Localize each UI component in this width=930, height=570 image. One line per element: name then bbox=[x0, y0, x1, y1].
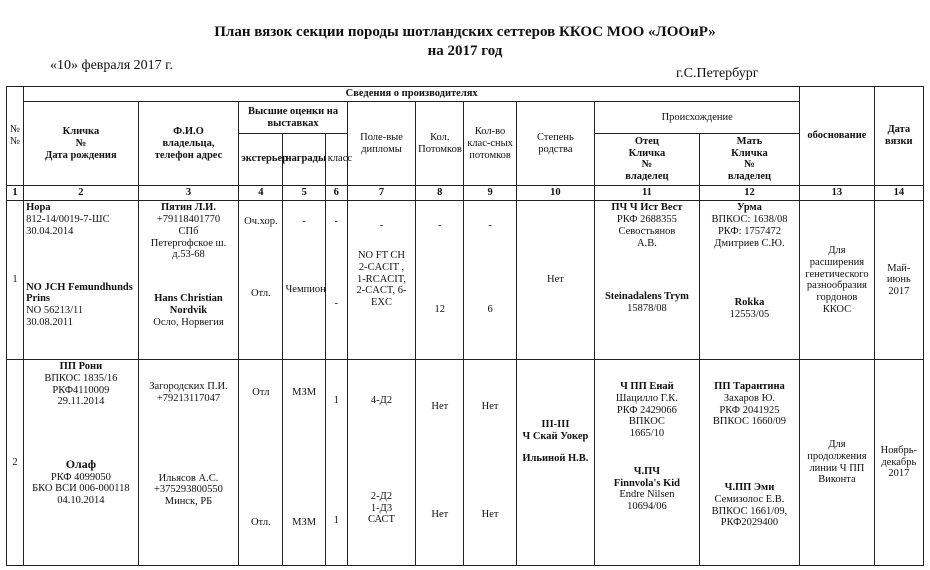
col-number: 2 bbox=[24, 185, 139, 200]
mating-date-cell: Май-июнь 2017 bbox=[874, 201, 923, 360]
diplomas-cell: - NO FT CH 2-CACIT , 1-RCACIT, 2-CACT, 6- EXC bbox=[347, 201, 415, 360]
diplomas-cell: 4-Д2 2-Д2 1-Д3 САСТ bbox=[347, 360, 415, 566]
mating-date-header: Дата вязки bbox=[874, 87, 923, 186]
justification-cell: Для расширения генетического разнообразия гордонов ККОС bbox=[800, 201, 874, 360]
col-number: 6 bbox=[325, 185, 347, 200]
class-cell: - - bbox=[325, 201, 347, 360]
col-number: 7 bbox=[347, 185, 415, 200]
col-number: 10 bbox=[516, 185, 594, 200]
kinship-cell: Нет bbox=[516, 201, 594, 360]
exterior-cell: Оч.хор. Отл. bbox=[239, 201, 283, 360]
justification-header: обоснование bbox=[800, 87, 874, 186]
offspring-cell: Нет Нет bbox=[416, 360, 464, 566]
owner-cell: Пятин Л.И. +79118401770 СПб Петергофское ш. д.53-68 Hans Christian Nordvik Осло, Норвегия bbox=[138, 201, 239, 360]
producers-group-header: Сведения о производителях bbox=[24, 87, 800, 102]
owner-header: Ф.И.О владельца, телефон адрес bbox=[138, 102, 239, 186]
offspring-count-header: Кол. Потомков bbox=[416, 102, 464, 186]
document-city: г.С.Петербург bbox=[676, 66, 759, 81]
col-number: 3 bbox=[138, 185, 239, 200]
col-number: 13 bbox=[800, 185, 874, 200]
class-offspring-cell: Нет Нет bbox=[464, 360, 516, 566]
field-diplomas-header: Поле-вые дипломы bbox=[347, 102, 415, 186]
exterior-cell: Отл Отл. bbox=[239, 360, 283, 566]
col-num-header: № № bbox=[7, 87, 24, 186]
justification-cell: Для продолжения линии Ч ПП Виконта bbox=[800, 360, 874, 566]
awards-header: награды bbox=[283, 133, 325, 185]
awards-cell: МЗМ МЗМ bbox=[283, 360, 325, 566]
col-number: 11 bbox=[595, 185, 700, 200]
class-offspring-cell: - 6 bbox=[464, 201, 516, 360]
mating-plan-table bbox=[6, 86, 924, 566]
mating-date-cell: Ноябрь-декабрь 2017 bbox=[874, 360, 923, 566]
father-cell: ПЧ Ч Ист Вест РКФ 2688355 Севостьянов А.В. Steinadalens Trym 15878/08 bbox=[595, 201, 700, 360]
mother-header: Мать Кличка № владелец bbox=[699, 133, 800, 185]
col-number: 12 bbox=[699, 185, 800, 200]
father-header: Отец Кличка № владелец bbox=[595, 133, 700, 185]
origin-header: Происхождение bbox=[595, 102, 800, 133]
class-cell: 1 1 bbox=[325, 360, 347, 566]
nickname-cell: ПП Рони ВПКОС 1835/16 РКФ4110009 29.11.2014 Олаф РКФ 4099050 БКО ВСИ 006-000118 04.10.2014 bbox=[24, 360, 139, 566]
class-header: класс bbox=[325, 133, 347, 185]
row-number: 1 bbox=[7, 201, 24, 360]
exterior-header: экстерьер bbox=[239, 133, 283, 185]
col-number: 4 bbox=[239, 185, 283, 200]
nickname-header: Кличка № Дата рождения bbox=[24, 102, 139, 186]
awards-cell: - Чемпион bbox=[283, 201, 325, 360]
kinship-header: Степень родства bbox=[516, 102, 594, 186]
col-number: 14 bbox=[874, 185, 923, 200]
table-row bbox=[7, 201, 924, 360]
column-numbers-row bbox=[7, 185, 924, 200]
father-cell: Ч ПП Енай Шацилло Г.К. РКФ 2429066 ВПКОС 1665/10 Ч.ПЧ Finnvola's Kid Endre Nilsen 10694/06 bbox=[595, 360, 700, 566]
class-offspring-header: Кол-во клас-сных потомков bbox=[464, 102, 516, 186]
col-number: 5 bbox=[283, 185, 325, 200]
owner-cell: Загородских П.И. +79213117047 Ильясов А.С. +375293800550 Минск, РБ bbox=[138, 360, 239, 566]
col-number: 8 bbox=[416, 185, 464, 200]
table-row bbox=[7, 360, 924, 566]
document-subtitle: на 2017 год bbox=[427, 43, 503, 59]
document-date: «10» февраля 2017 г. bbox=[50, 58, 173, 73]
offspring-cell: - 12 bbox=[416, 201, 464, 360]
mother-cell: ПП Тарантина Захаров Ю. РКФ 2041925 ВПКОС 1660/09 Ч.ПП Эми Семизолос Е.В. ВПКОС 1661/09, РКФ2029400 bbox=[699, 360, 800, 566]
document-title: План вязок секции породы шотландских сеттеров ККОС МОО «ЛООиР» bbox=[214, 24, 716, 40]
col-number: 9 bbox=[464, 185, 516, 200]
row-number: 2 bbox=[7, 360, 24, 566]
col-number: 1 bbox=[7, 185, 24, 200]
nickname-cell: Нора 812-14/0019-7-ШС 30.04.2014 NO JCH Femundhunds Prins NO 56213/11 30.08.2011 bbox=[24, 201, 139, 360]
mother-cell: Урма ВПКОС: 1638/08 РКФ: 1757472 Дмитриев С.Ю. Rokka 12553/05 bbox=[699, 201, 800, 360]
high-scores-header: Высшие оценки на выставках bbox=[239, 102, 348, 133]
kinship-cell: III-III Ч Скай Уокер Ильиной Н.В. bbox=[516, 360, 594, 566]
